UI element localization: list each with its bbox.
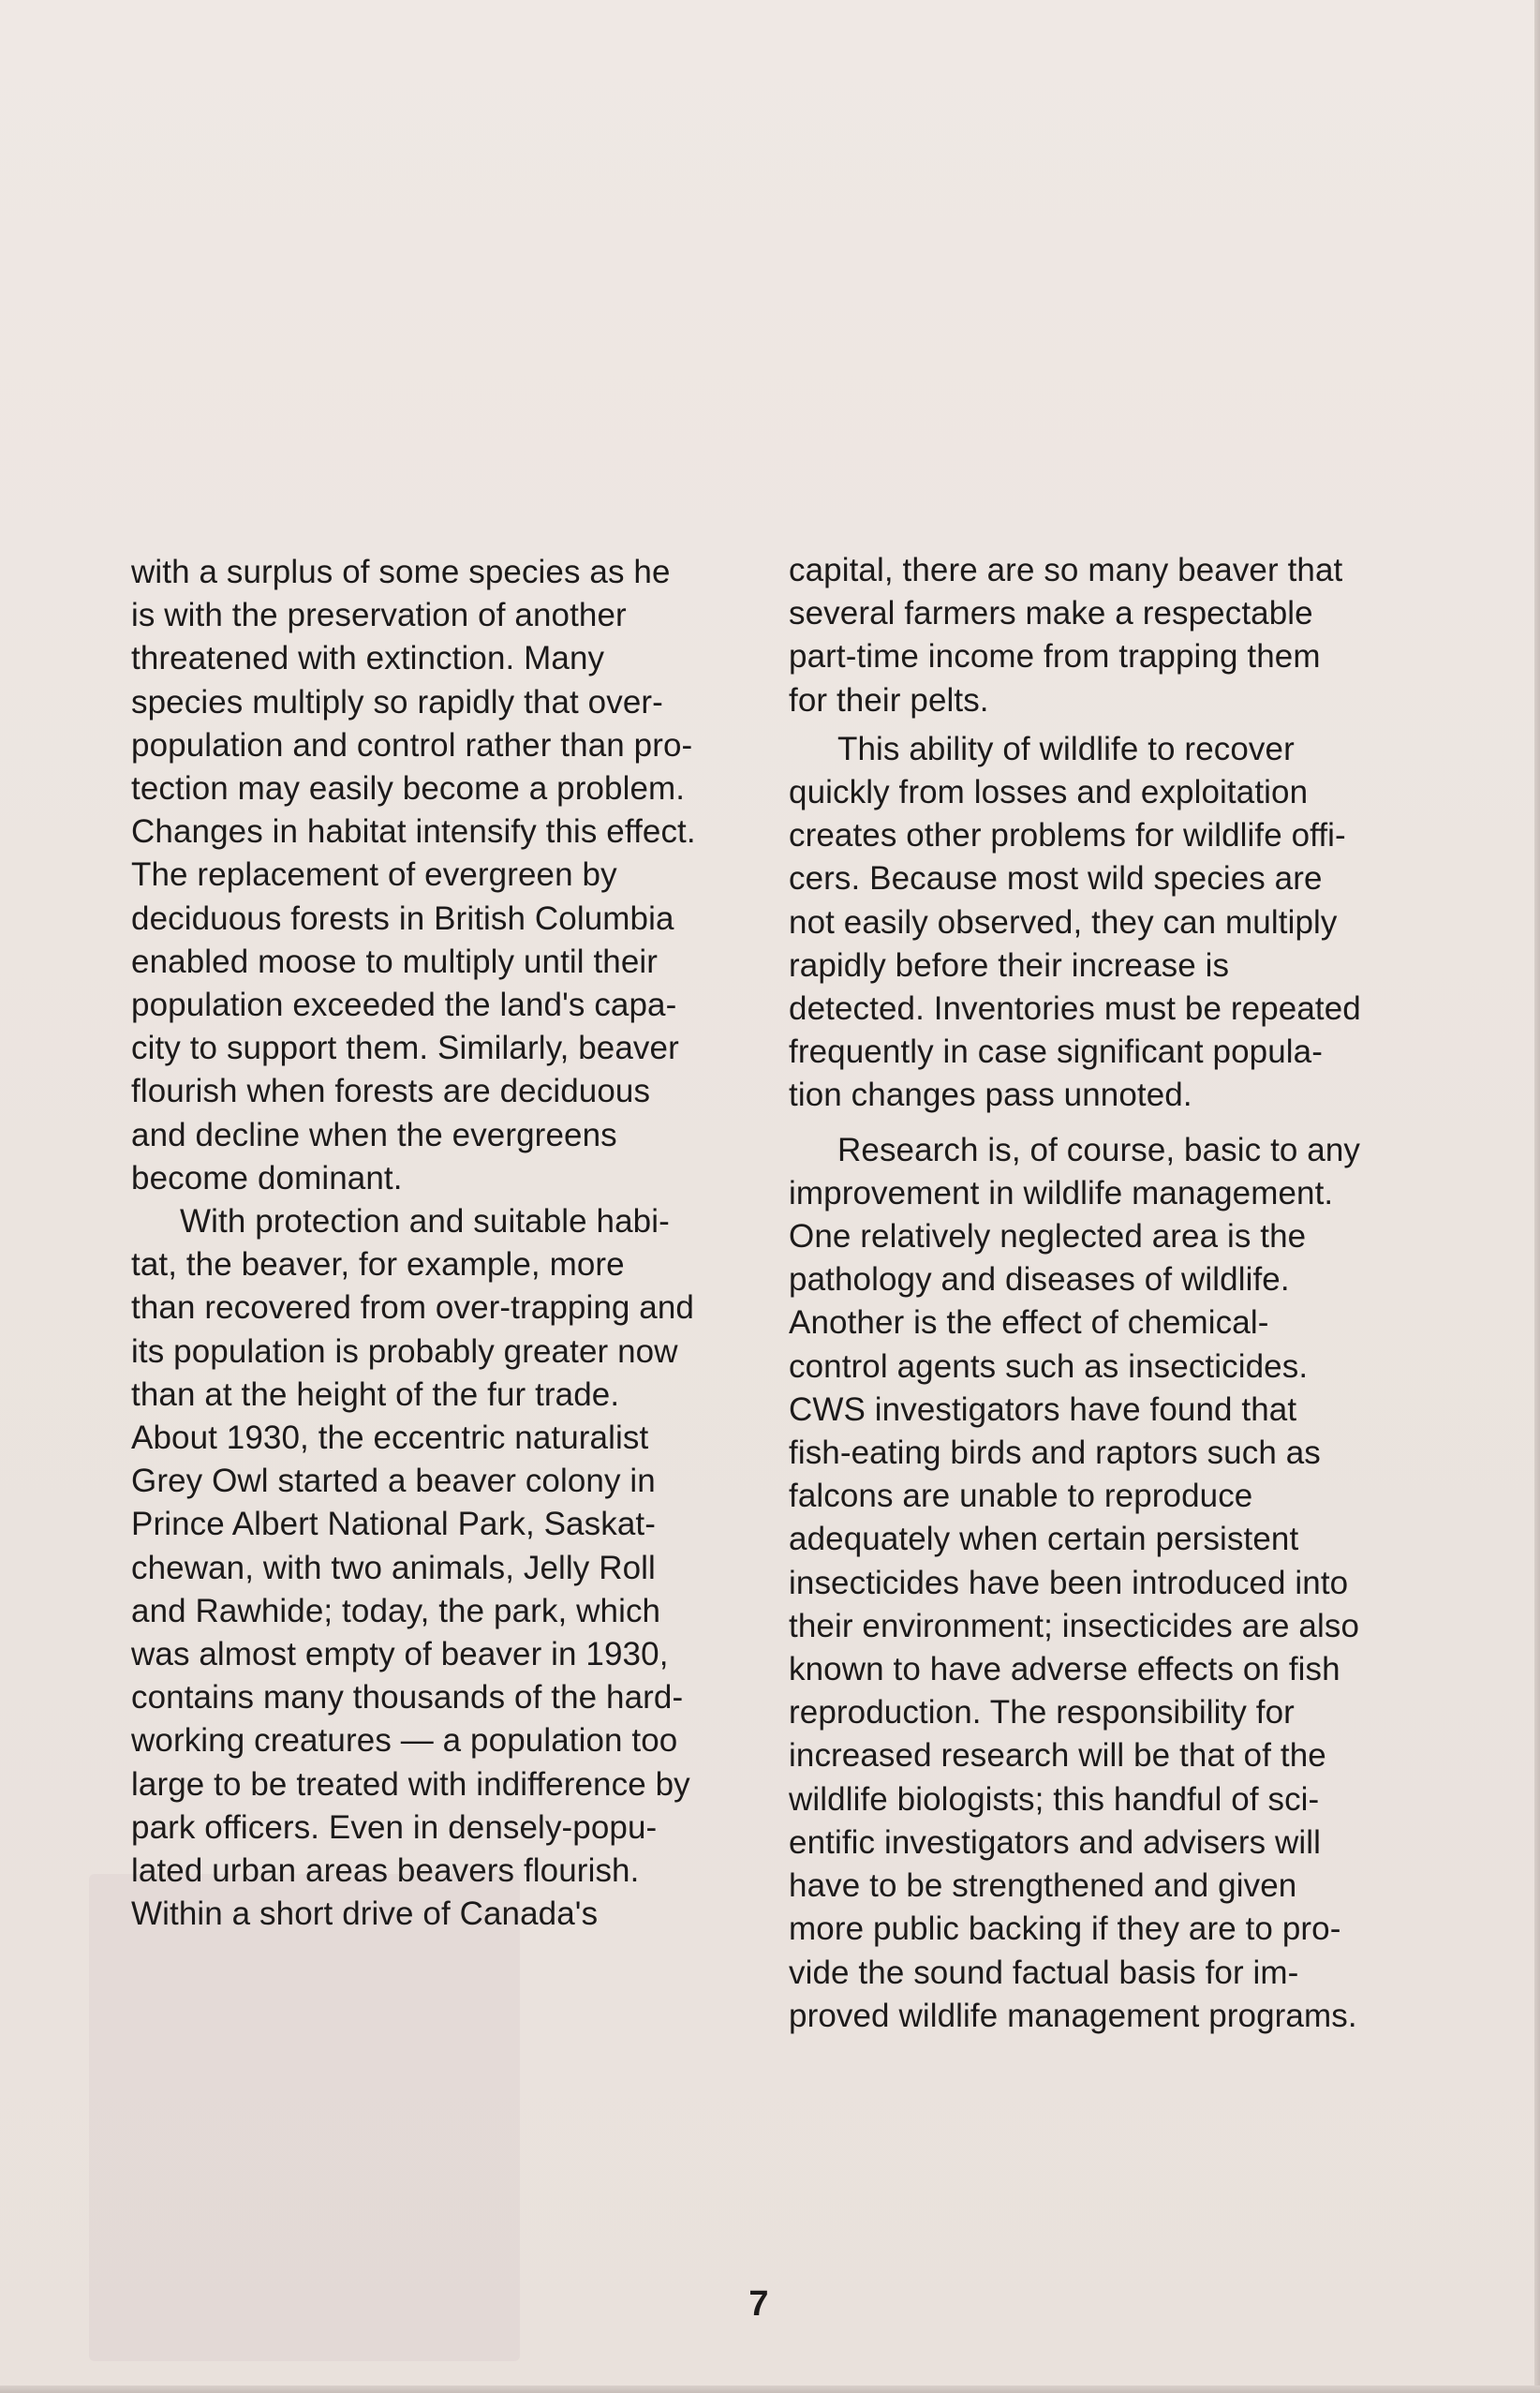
text-line: with a surplus of some species as he [131,554,671,590]
text-line: was almost empty of beaver in 1930, [131,1636,669,1673]
text-line: proved wildlife management programs. [789,1997,1357,2034]
text-line: population exceeded the land's capa- [131,987,677,1024]
text-line: capital, there are so many beaver that [789,552,1343,588]
text-line: falcons are unable to reproduce [789,1478,1253,1515]
text-line: rapidly before their increase is [789,946,1230,984]
text-line: deciduous forests in British Columbia [131,899,674,937]
text-line: CWS investigators have found that [789,1390,1297,1428]
text-line: detected. Inventories must be repeated [789,990,1361,1028]
text-line: pathology and diseases of wildlife. [789,1261,1290,1299]
text-line: fish-eating birds and raptors such as [789,1434,1321,1472]
page-shadow [89,1874,520,2361]
text-line: have to be strengthened and given [789,1867,1297,1905]
text-line: park officers. Even in densely-popu- [131,1808,658,1846]
text-line: lated urban areas beavers flourish. [131,1852,640,1890]
text-line: tat, the beaver, for example, more [131,1246,625,1284]
text-line: flourish when forests are deciduous [131,1073,651,1110]
text-line: entific investigators and advisers will [789,1823,1322,1861]
text-line: contains many thousands of the hard- [131,1679,684,1717]
text-line: become dominant. [131,1159,403,1196]
text-line: This ability of wildlife to recover [837,730,1295,767]
text-line: improvement in wildlife management. [789,1174,1334,1211]
text-line: part-time income from trapping them [789,638,1321,676]
text-line: The replacement of evergreen by [131,856,617,894]
text-line: One relatively neglected area is the [789,1218,1307,1256]
text-line: population and control rather than pro- [131,726,693,764]
page-edge-right [1534,0,1540,2393]
page-number: 7 [748,2284,769,2324]
text-line: large to be treated with indifference by [131,1765,690,1803]
text-line: Grey Owl started a beaver colony in [131,1463,656,1500]
text-line: wildlife biologists; this handful of sci- [789,1780,1320,1818]
text-line: than recovered from over-trapping and [131,1289,694,1327]
text-line: About 1930, the eccentric naturalist [131,1419,649,1457]
text-line: increased research will be that of the [789,1737,1326,1775]
text-line: their environment; insecticides are also [789,1607,1360,1644]
text-line: vide the sound factual basis for im- [789,1954,1299,1991]
paragraph [789,728,1416,1118]
text-line: and decline when the evergreens [131,1116,617,1153]
text-line: its population is probably greater now [131,1332,678,1370]
text-line: frequently in case significant popula- [789,1033,1323,1071]
text-line: enabled moose to multiply until their [131,943,659,980]
text-line: city to support them. Similarly, beaver [131,1030,679,1067]
right-text-column [789,549,1416,2038]
paragraph [131,551,759,1200]
paragraph [789,1129,1416,2038]
text-line: Prince Albert National Park, Saskat- [131,1506,656,1543]
text-line: not easily observed, they can multiply [789,903,1338,941]
text-line: tion changes pass unnoted. [789,1077,1192,1114]
paragraph [789,549,1416,722]
text-line: With protection and suitable habi- [180,1203,670,1241]
page-edge-bottom [0,2386,1540,2393]
text-line: several farmers make a respectable [789,595,1313,632]
text-line: Changes in habitat intensify this effect. [131,813,696,851]
paragraph [131,1200,759,1936]
text-line: known to have adverse effects on fish [789,1651,1340,1688]
text-line: Research is, of course, basic to any [837,1131,1361,1168]
text-line: insecticides have been introduced into [789,1564,1349,1601]
text-line: is with the preservation of another [131,597,627,634]
left-text-column [131,551,759,1937]
text-line: species multiply so rapidly that over- [131,683,663,721]
text-line: and Rawhide; today, the park, which [131,1592,661,1629]
text-line: threatened with extinction. Many [131,640,605,677]
text-line: more public backing if they are to pro- [789,1910,1341,1948]
text-line: Within a short drive of Canada's [131,1895,599,1933]
text-line: reproduction. The responsibility for [789,1694,1295,1732]
text-line: chewan, with two animals, Jelly Roll [131,1549,656,1586]
text-line: creates other problems for wildlife offi- [789,817,1346,855]
text-line: cers. Because most wild species are [789,860,1323,898]
text-line: quickly from losses and exploitation [789,774,1309,811]
text-line: working creatures — a population too [131,1722,678,1760]
text-line: Another is the effect of chemical- [789,1304,1269,1342]
text-line: for their pelts. [789,681,989,719]
text-line: tection may easily become a problem. [131,770,686,808]
text-line: control agents such as insecticides. [789,1347,1309,1385]
text-line: adequately when certain persistent [789,1521,1299,1558]
text-line: than at the height of the fur trade. [131,1375,620,1413]
